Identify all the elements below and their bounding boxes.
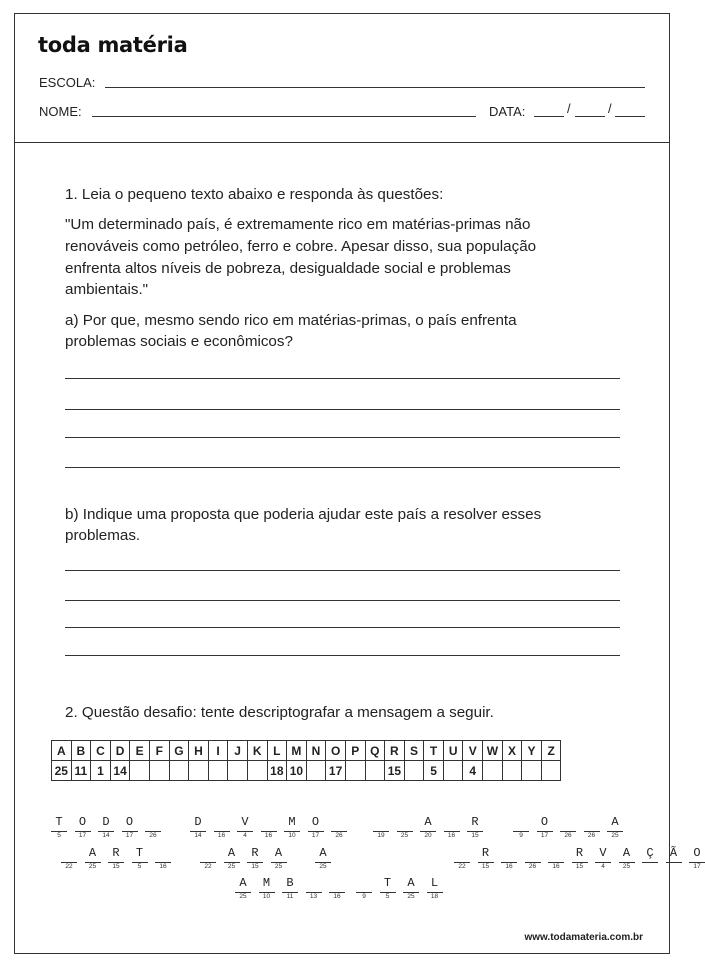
message-letter xyxy=(200,846,216,860)
message-letter: L xyxy=(430,876,439,890)
message-code: 25 xyxy=(239,893,247,900)
message-letter xyxy=(501,846,517,860)
message-cell[interactable] xyxy=(427,876,443,901)
message-letter xyxy=(525,846,541,860)
message-code: 26 xyxy=(564,832,572,839)
message-code: 25 xyxy=(227,863,236,870)
message-cell[interactable] xyxy=(75,815,91,840)
question-b: b) Indique uma proposta que poderia ajudar este país a resolver esses xyxy=(65,506,542,523)
message-letter xyxy=(329,876,345,890)
cipher-letter: Z xyxy=(541,741,561,761)
cipher-letter: M xyxy=(287,741,307,761)
cipher-code[interactable]: 18 xyxy=(267,761,287,781)
message-letter: Ã xyxy=(669,846,678,860)
cipher-letter: W xyxy=(483,741,503,761)
message-cell[interactable] xyxy=(537,815,553,840)
message-code: 5 xyxy=(385,893,390,900)
cipher-code[interactable]: 5 xyxy=(424,761,444,781)
message-code: 13 xyxy=(309,893,318,900)
message-letter: R xyxy=(471,815,479,829)
cipher-letter: S xyxy=(404,741,424,761)
message-letter: M xyxy=(288,815,296,829)
message-cell[interactable] xyxy=(572,846,588,871)
message-code: 17 xyxy=(125,832,134,839)
cipher-code[interactable]: 25 xyxy=(52,761,72,781)
message-letter: O xyxy=(311,815,320,829)
cipher-code[interactable]: 1 xyxy=(91,761,111,781)
message-letter: A xyxy=(239,876,247,890)
message-cell[interactable] xyxy=(247,846,263,871)
message-letter: R xyxy=(575,846,584,860)
message-letter xyxy=(306,876,322,890)
message-letter: R xyxy=(251,846,259,860)
question-a: problemas sociais e econômicos? xyxy=(65,333,293,350)
message-code: 25 xyxy=(407,893,415,900)
message-code: 14 xyxy=(194,832,202,839)
message-code: 26 xyxy=(335,832,343,839)
message-letter xyxy=(373,815,389,829)
cipher-letter: N xyxy=(306,741,326,761)
message-cell[interactable] xyxy=(642,846,658,863)
message-cell[interactable] xyxy=(454,846,470,871)
cipher-letter: R xyxy=(385,741,405,761)
school-label: ESCOLA: xyxy=(39,75,96,90)
message-code: 26 xyxy=(587,832,596,839)
message-cell[interactable] xyxy=(315,846,331,871)
message-letter: O xyxy=(78,815,87,829)
message-code: 16 xyxy=(159,863,167,870)
message-code: 16 xyxy=(264,832,273,839)
cipher-letter: U xyxy=(443,741,463,761)
message-code: 4 xyxy=(601,863,605,870)
message-letter xyxy=(356,876,372,890)
message-code: 15 xyxy=(112,863,120,870)
message-code: 9 xyxy=(362,893,366,900)
message-code: 25 xyxy=(319,863,327,870)
message-cell[interactable] xyxy=(98,815,114,840)
message-letter: Ç xyxy=(646,846,654,860)
cipher-letter: X xyxy=(502,741,522,761)
quote-line: ambientais." xyxy=(65,281,149,298)
cipher-letter: F xyxy=(149,741,169,761)
message-cell[interactable] xyxy=(373,815,389,840)
cipher-code[interactable]: 14 xyxy=(110,761,130,781)
message-code: 16 xyxy=(552,863,560,870)
message-letter: M xyxy=(262,876,271,890)
message-underline xyxy=(666,862,682,863)
cipher-code[interactable]: 15 xyxy=(385,761,405,781)
message-cell[interactable] xyxy=(403,876,419,901)
cipher-letter: I xyxy=(208,741,228,761)
message-code: 18 xyxy=(430,893,439,900)
message-code: 25 xyxy=(274,863,283,870)
message-letter: A xyxy=(611,815,619,829)
message-letter xyxy=(560,815,576,829)
cipher-letter: K xyxy=(247,741,267,761)
message-letter: O xyxy=(693,846,701,860)
message-letter: T xyxy=(135,846,144,860)
message-cell[interactable] xyxy=(331,815,347,840)
message-letter: O xyxy=(125,815,134,829)
message-code: 25 xyxy=(622,863,631,870)
message-cell[interactable] xyxy=(224,846,240,871)
cipher-code[interactable]: 10 xyxy=(287,761,307,781)
message-code: 16 xyxy=(447,832,456,839)
message-cell[interactable] xyxy=(525,846,541,871)
message-cell[interactable] xyxy=(145,815,161,840)
message-cell[interactable] xyxy=(237,815,253,840)
cipher-code[interactable]: 17 xyxy=(326,761,346,781)
message-cell[interactable] xyxy=(595,846,611,871)
message-cell[interactable] xyxy=(548,846,564,871)
message-cell[interactable] xyxy=(329,876,345,901)
cipher-letter: B xyxy=(71,741,91,761)
question-1-title: 1. Leia o pequeno texto abaixo e responda às questões: xyxy=(65,186,444,203)
message-letter xyxy=(145,815,161,829)
message-cell[interactable] xyxy=(501,846,517,871)
cipher-letter: H xyxy=(189,741,209,761)
cipher-letter: A xyxy=(52,741,72,761)
message-cell[interactable] xyxy=(380,876,396,901)
message-letter xyxy=(214,815,230,829)
message-cell[interactable] xyxy=(584,815,600,840)
name-label: NOME: xyxy=(39,104,82,119)
message-cell[interactable] xyxy=(51,815,67,840)
message-code: 20 xyxy=(424,832,432,839)
message-letter: A xyxy=(88,846,97,860)
message-letter: R xyxy=(481,846,490,860)
message-code: 17 xyxy=(540,832,549,839)
question-a: a) Por que, mesmo sendo rico em matérias-primas, o país enfrenta xyxy=(65,312,517,329)
message-cell[interactable] xyxy=(261,815,277,840)
cipher-letter: T xyxy=(424,741,444,761)
message-letter xyxy=(331,815,347,829)
message-letter: R xyxy=(112,846,120,860)
question-2-title: 2. Questão desafio: tente descriptografar a mensagem a seguir. xyxy=(65,704,494,721)
message-letter: V xyxy=(599,846,607,860)
cipher-letter: E xyxy=(130,741,150,761)
cipher-letter: D xyxy=(110,741,130,761)
message-letter xyxy=(513,815,529,829)
cipher-letter: C xyxy=(91,741,111,761)
message-letter: V xyxy=(241,815,249,829)
cipher-letter: L xyxy=(267,741,287,761)
message-code: 15 xyxy=(471,832,479,839)
message-cell[interactable] xyxy=(155,846,171,871)
message-cell[interactable] xyxy=(132,846,148,871)
message-cell[interactable] xyxy=(259,876,275,901)
message-letter: O xyxy=(540,815,549,829)
quote-line: enfrenta altos níveis de pobreza, desigualdade social e problemas xyxy=(65,260,511,277)
message-letter: T xyxy=(55,815,63,829)
quote-line: renováveis como petróleo, ferro e cobre. Apesar disso, sua população xyxy=(65,238,537,255)
message-letter: A xyxy=(622,846,631,860)
message-code: 5 xyxy=(137,863,142,870)
message-letter xyxy=(444,815,460,829)
message-cell[interactable] xyxy=(282,876,298,901)
date-separator: / xyxy=(608,101,612,116)
cipher-code[interactable]: 4 xyxy=(463,761,483,781)
message-code: 25 xyxy=(611,832,619,839)
message-code: 17 xyxy=(693,863,701,870)
message-code: 5 xyxy=(57,832,61,839)
message-letter xyxy=(261,815,277,829)
message-letter: T xyxy=(383,876,392,890)
message-code: 14 xyxy=(102,832,110,839)
message-code: 16 xyxy=(505,863,513,870)
message-code: 22 xyxy=(458,863,466,870)
message-cell[interactable] xyxy=(235,876,251,901)
message-cell[interactable] xyxy=(85,846,101,871)
message-code: 17 xyxy=(78,832,87,839)
message-code: 25 xyxy=(88,863,97,870)
message-cell[interactable] xyxy=(560,815,576,840)
message-letter xyxy=(548,846,564,860)
message-underline xyxy=(642,862,658,863)
logo: toda matéria xyxy=(38,33,188,57)
message-cell[interactable] xyxy=(61,846,77,871)
message-code: 4 xyxy=(243,832,247,839)
message-code: 19 xyxy=(377,832,385,839)
cipher-code[interactable]: 11 xyxy=(71,761,91,781)
message-code: 15 xyxy=(575,863,584,870)
message-cell[interactable] xyxy=(666,846,682,863)
footer-site: www.todamateria.com.br xyxy=(524,932,643,943)
message-letter: D xyxy=(194,815,202,829)
message-code: 26 xyxy=(528,863,537,870)
message-cell[interactable] xyxy=(689,846,705,871)
cipher-letter: Y xyxy=(522,741,542,761)
message-code: 22 xyxy=(204,863,212,870)
message-code: 15 xyxy=(481,863,490,870)
message-cell[interactable] xyxy=(284,815,300,840)
message-cell[interactable] xyxy=(478,846,494,871)
message-letter: A xyxy=(424,815,432,829)
message-code: 15 xyxy=(251,863,259,870)
message-letter: A xyxy=(274,846,283,860)
date-label: DATA: xyxy=(489,104,526,119)
cipher-letter: P xyxy=(345,741,365,761)
message-letter: D xyxy=(102,815,110,829)
message-cell[interactable] xyxy=(607,815,623,840)
date-separator: / xyxy=(567,101,571,116)
message-code: 10 xyxy=(262,893,271,900)
message-cell[interactable] xyxy=(190,815,206,840)
message-cell[interactable] xyxy=(271,846,287,871)
message-letter: A xyxy=(227,846,236,860)
cipher-letter: Q xyxy=(365,741,385,761)
message-letter: A xyxy=(319,846,327,860)
message-letter xyxy=(397,815,413,829)
message-code: 11 xyxy=(286,893,294,900)
message-code: 17 xyxy=(311,832,320,839)
message-letter xyxy=(155,846,171,860)
message-letter xyxy=(454,846,470,860)
message-letter xyxy=(584,815,600,829)
quote-line: "Um determinado país, é extremamente rico em matérias-primas não xyxy=(65,216,531,233)
message-cell[interactable] xyxy=(397,815,413,840)
message-cell[interactable] xyxy=(619,846,635,871)
message-letter xyxy=(61,846,77,860)
message-cell[interactable] xyxy=(122,815,138,840)
message-cell[interactable] xyxy=(214,815,230,840)
message-code: 25 xyxy=(400,832,409,839)
message-cell[interactable] xyxy=(308,815,324,840)
message-cell[interactable] xyxy=(513,815,529,840)
message-cell[interactable] xyxy=(467,815,483,840)
message-code: 26 xyxy=(149,832,157,839)
message-code: 16 xyxy=(217,832,226,839)
message-code: 16 xyxy=(333,893,341,900)
message-cell[interactable] xyxy=(108,846,124,871)
message-cell[interactable] xyxy=(356,876,372,901)
message-code: 22 xyxy=(65,863,73,870)
question-b: problemas. xyxy=(65,527,141,544)
message-letter: A xyxy=(407,876,415,890)
cipher-letter: J xyxy=(228,741,248,761)
cipher-letter: V xyxy=(463,741,483,761)
message-letter: B xyxy=(286,876,294,890)
cipher-letter: G xyxy=(169,741,189,761)
message-cell[interactable] xyxy=(444,815,460,840)
message-cell[interactable] xyxy=(420,815,436,840)
message-cell[interactable] xyxy=(306,876,322,901)
message-code: 9 xyxy=(519,832,523,839)
message-code: 10 xyxy=(288,832,296,839)
cipher-letter: O xyxy=(326,741,346,761)
message-cell[interactable] xyxy=(200,846,216,871)
